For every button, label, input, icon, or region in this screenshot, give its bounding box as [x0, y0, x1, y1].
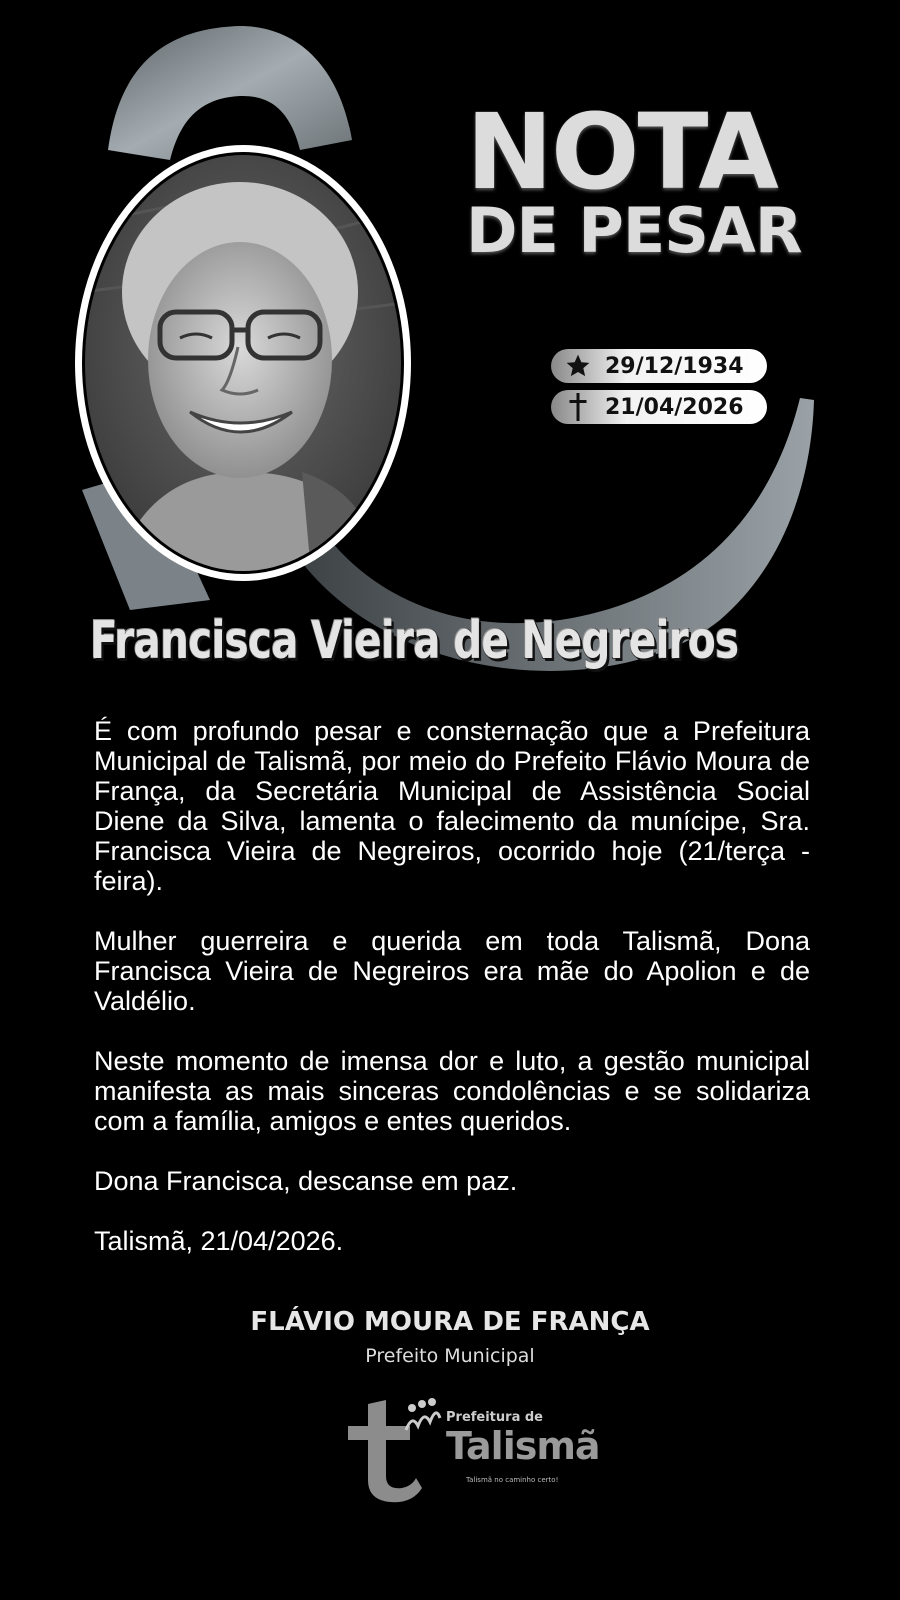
death-date-badge — [551, 390, 767, 424]
birth-date-badge — [551, 349, 767, 383]
condolence-message — [94, 716, 810, 1256]
death-date: 21/04/2026 — [605, 394, 744, 420]
birth-date: 29/12/1934 — [605, 353, 744, 379]
logo-line-1: Prefeitura de — [446, 1410, 543, 1425]
star-icon — [551, 353, 605, 379]
title-line-2: DE PESAR — [466, 194, 802, 267]
title-line-1: NOTA — [466, 91, 777, 213]
place-date-line: Talismã, 21/04/2026. — [94, 1226, 344, 1256]
cross-icon — [551, 392, 605, 422]
talisma-t-mark-icon — [346, 1396, 456, 1506]
logo-tagline: Talismã no caminho certo! — [466, 1476, 559, 1484]
farewell-line: Dona Francisca, descanse em paz. — [94, 1166, 518, 1196]
signer-name: FLÁVIO MOURA DE FRANÇA — [250, 1307, 650, 1337]
prefeitura-logo — [346, 1396, 600, 1506]
message-paragraph-1: É com profundo pesar e consternação que a Prefeitura Municipal de Talismã, por meio do Prefeito Flávio Moura de França, da Secretária Municipal de Assistência Social Diene da Silva, lamenta o falecimento da munícipe, Sra. Francisca Vieira de Negreiros, ocorrido hoje (21/terça - feira). — [94, 716, 810, 896]
message-paragraph-2: Mulher guerreira e querida em toda Talismã, Dona Francisca Vieira de Negreiros era mãe do Apolion e de Valdélio. — [94, 926, 810, 1016]
signer-role: Prefeito Municipal — [365, 1345, 535, 1367]
deceased-name: Francisca Vieira de Negreiros — [90, 611, 739, 671]
message-paragraph-3: Neste momento de imensa dor e luto, a gestão municipal manifesta as mais sinceras condolências e se solidariza com a família, amigos e entes queridos. — [94, 1046, 810, 1136]
logo-line-2: Talismã — [446, 1424, 600, 1468]
page-title — [466, 91, 806, 267]
portrait-photo — [72, 142, 414, 584]
